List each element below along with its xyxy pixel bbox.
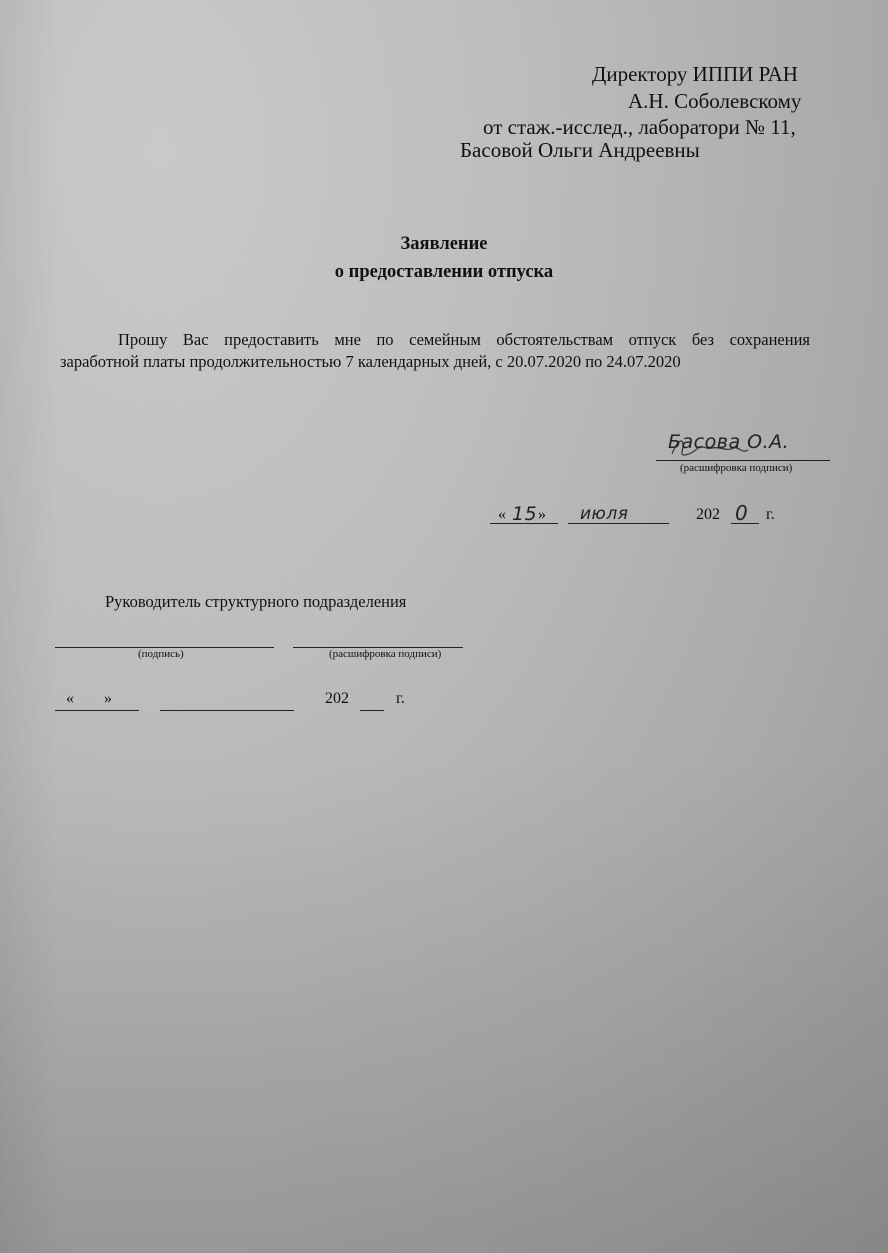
sender-name: Басовой Ольги Андреевны — [460, 138, 700, 162]
applicant-date-close-quote: » — [538, 506, 546, 523]
request-text-line1: Прошу Вас предоставить мне по семейным обстоятельствам отпуск без сохранения — [118, 330, 810, 349]
document-subtitle: о предоставлении отпуска — [334, 262, 554, 282]
applicant-signature-name: Басова О.А. — [668, 431, 790, 453]
supervisor-year-line — [360, 710, 384, 711]
applicant-date-year-prefix: 202 — [696, 506, 720, 523]
applicant-date-day: 15 — [512, 503, 538, 525]
applicant-day-line — [490, 523, 558, 524]
supervisor-date-open-quote: « — [66, 690, 74, 707]
applicant-date-month: июля — [580, 504, 629, 524]
supervisor-date-close-quote: » — [104, 690, 112, 707]
sender-position: от стаж.-исслед., лаборатори № 11, — [483, 115, 796, 139]
page-shadow-bottom — [0, 753, 888, 1253]
supervisor-date-year-prefix: 202 — [325, 690, 349, 707]
addressee-director: Директору ИППИ РАН — [592, 62, 798, 86]
supervisor-heading: Руководитель структурного подразделения — [105, 592, 407, 611]
applicant-date-open-quote: « — [498, 506, 506, 523]
applicant-year-line — [731, 523, 759, 524]
request-text — [60, 329, 810, 373]
supervisor-day-line — [55, 710, 139, 711]
applicant-date-year-digit: 0 — [735, 501, 749, 525]
supervisor-date-year-suffix: г. — [396, 690, 405, 707]
addressee-name: А.Н. Соболевскому — [628, 89, 802, 113]
applicant-date-year-suffix: г. — [766, 506, 775, 523]
applicant-signature-caption: (расшифровка подписи) — [680, 462, 793, 474]
supervisor-signature-caption: (подпись) — [138, 648, 184, 660]
applicant-signature-line — [656, 460, 830, 461]
supervisor-month-line — [160, 710, 294, 711]
request-text-line2: заработной платы продолжительностью 7 календарных дней, с 20.07.2020 по 24.07.2020 — [60, 352, 681, 371]
applicant-month-line — [568, 523, 669, 524]
supervisor-name-caption: (расшифровка подписи) — [329, 648, 442, 660]
document-title: Заявление — [400, 234, 488, 254]
